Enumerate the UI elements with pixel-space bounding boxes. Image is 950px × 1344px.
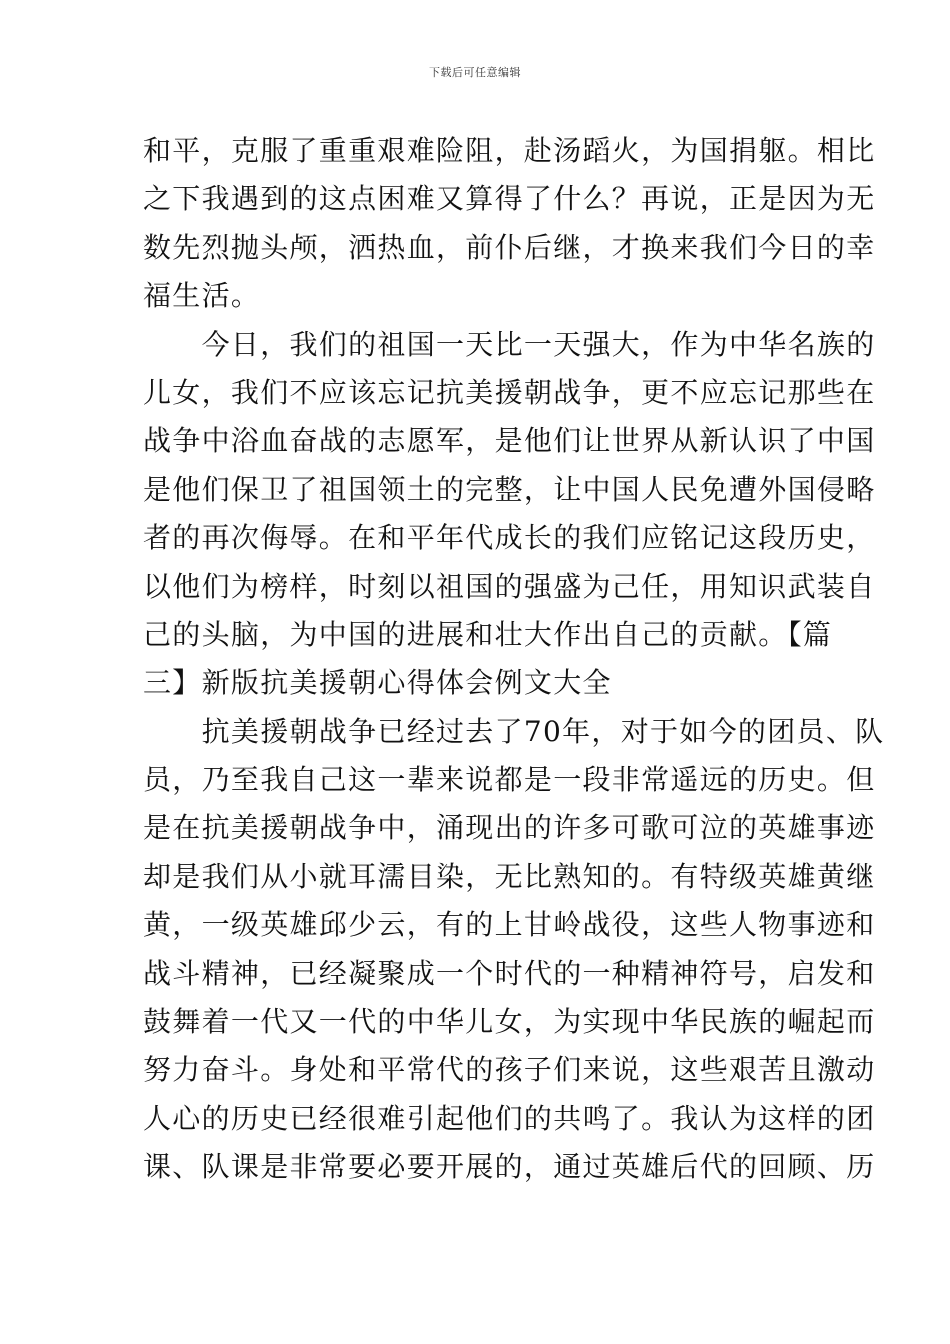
text-line: 今日，我们的祖国一天比一天强大，作为中华名族的 xyxy=(143,327,876,361)
page-header: 下载后可任意编辑 xyxy=(429,66,521,79)
text-line: 己的头脑，为中国的进展和壮大作出自己的贡献。【篇 xyxy=(143,617,833,651)
document-body xyxy=(143,127,885,1192)
text-line: 却是我们从小就耳濡目染，无比熟知的。有特级英雄黄继 xyxy=(143,859,876,893)
text-line: 者的再次侮辱。在和平年代成长的我们应铭记这段历史， xyxy=(143,521,876,555)
text-line: 战争中浴血奋战的志愿军，是他们让世界从新认识了中国 xyxy=(143,424,876,458)
text-line: 数先烈抛头颅，洒热血，前仆后继，才换来我们今日的幸 xyxy=(143,230,876,264)
text-line: 三】新版抗美援朝心得体会例文大全 xyxy=(143,666,612,700)
text-line: 儿女，我们不应该忘记抗美援朝战争，更不应忘记那些在 xyxy=(143,375,876,409)
text-line: 以他们为榜样，时刻以祖国的强盛为己任，用知识武装自 xyxy=(143,569,876,603)
text-line: 战斗精神，已经凝聚成一个时代的一种精神符号，启发和 xyxy=(143,956,876,990)
text-line: 员，乃至我自己这一辈来说都是一段非常遥远的历史。但 xyxy=(143,763,876,797)
text-line: 黄，一级英雄邱少云，有的上甘岭战役，这些人物事迹和 xyxy=(143,908,876,942)
text-line: 和平，克服了重重艰难险阻，赴汤蹈火，为国捐躯。相比 xyxy=(143,134,876,167)
text-line: 课、队课是非常要必要开展的，通过英雄后代的回顾、历 xyxy=(143,1150,876,1184)
text-line: 鼓舞着一代又一代的中华儿女，为实现中华民族的崛起而 xyxy=(143,1005,876,1039)
text-line: 努力奋斗。身处和平常代的孩子们来说，这些艰苦且激动 xyxy=(143,1053,876,1087)
text-line: 人心的历史已经很难引起他们的共鸣了。我认为这样的团 xyxy=(143,1101,876,1135)
text-line: 抗美援朝战争已经过去了70年，对于如今的团员、队 xyxy=(143,714,885,748)
text-line: 福生活。 xyxy=(143,279,261,313)
text-line: 之下我遇到的这点困难又算得了什么？再说，正是因为无 xyxy=(143,182,876,216)
text-line: 是他们保卫了祖国领土的完整，让中国人民免遭外国侵略 xyxy=(143,472,876,506)
text-line: 是在抗美援朝战争中，涌现出的许多可歌可泣的英雄事迹 xyxy=(143,811,876,845)
